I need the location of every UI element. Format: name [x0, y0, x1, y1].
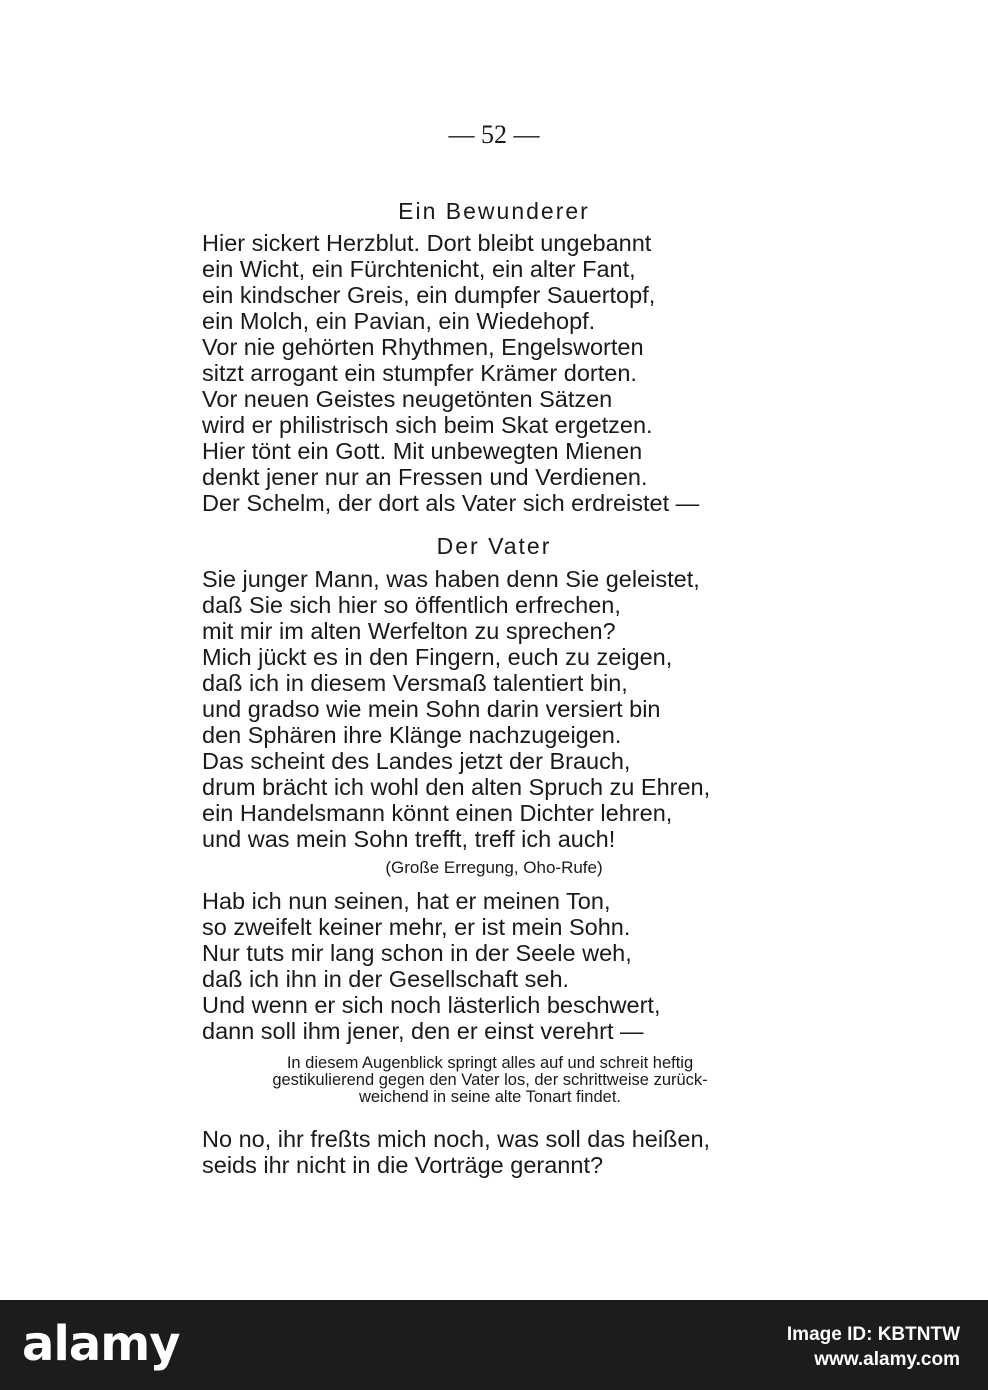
verse-line: denkt jener nur an Fressen und Verdienen.	[202, 464, 648, 490]
verse-block-vater-3	[202, 1126, 710, 1178]
verse-line: dann soll ihm jener, den er einst verehrt —	[202, 1018, 644, 1044]
verse-line: und gradso wie mein Sohn darin versiert bin	[202, 696, 661, 722]
verse-line: sitzt arrogant ein stumpfer Krämer dorten.	[202, 360, 637, 386]
verse-line: Mich jückt es in den Fingern, euch zu zeigen,	[202, 644, 673, 670]
verse-line: wird er philistrisch sich beim Skat ergetzen.	[202, 412, 653, 438]
verse-line: Vor neuen Geistes neugetönten Sätzen	[202, 386, 613, 412]
verse-line: daß ich in diesem Versmaß talentiert bin,	[202, 670, 628, 696]
verse-line: Der Schelm, der dort als Vater sich erdreistet —	[202, 490, 700, 516]
site-url: www.alamy.com	[814, 1349, 960, 1370]
verse-line: Das scheint des Landes jetzt der Brauch,	[202, 748, 631, 774]
image-id-block	[787, 1322, 960, 1372]
stage-direction-line: weichend in seine alte Tonart findet.	[358, 1088, 622, 1106]
verse-line: seids ihr nicht in die Vorträge gerannt?	[202, 1152, 604, 1178]
verse-line: ein Handelsmann könnt einen Dichter lehren,	[202, 800, 673, 826]
verse-line: mit mir im alten Werfelton zu sprechen?	[202, 618, 616, 644]
verse-line: Nur tuts mir lang schon in der Seele weh,	[202, 940, 632, 966]
verse-line: und was mein Sohn trefft, treff ich auch!	[202, 826, 616, 852]
poem-title-bewunderer: Ein Bewunderer	[398, 198, 590, 224]
verse-line: Hab ich nun seinen, hat er meinen Ton,	[202, 888, 611, 914]
verse-line: ein kindscher Greis, ein dumpfer Sauertopf,	[202, 282, 656, 308]
verse-line: ein Molch, ein Pavian, ein Wiedehopf.	[202, 308, 596, 334]
stage-direction: (Große Erregung, Oho-Rufe)	[385, 858, 603, 877]
stage-direction-line: In diesem Augenblick springt alles auf und schreit heftig	[286, 1054, 694, 1072]
verse-line: ein Wicht, ein Fürchtenicht, ein alter Fant,	[202, 256, 636, 282]
poem-title-der-vater: Der Vater	[436, 533, 552, 559]
verse-line: Hier tönt ein Gott. Mit unbewegten Mienen	[202, 438, 643, 464]
stage-direction-long	[170, 1055, 810, 1106]
stage-direction-line: gestikulierend gegen den Vater los, der schrittweise zurück-	[272, 1071, 708, 1089]
verse-block-vater-2	[202, 888, 660, 1044]
verse-line: so zweifelt keiner mehr, er ist mein Sohn.	[202, 914, 631, 940]
verse-line: Vor nie gehörten Rhythmen, Engelsworten	[202, 334, 644, 360]
verse-line: Und wenn er sich noch lästerlich beschwert,	[202, 992, 661, 1018]
verse-line: daß ich ihn in der Gesellschaft seh.	[202, 966, 570, 992]
page-number: — 52 —	[448, 120, 540, 149]
alamy-logo: alamy	[22, 1316, 180, 1372]
verse-line: No no, ihr freßts mich noch, was soll das heißen,	[202, 1126, 711, 1152]
image-id: Image ID: KBTNTW	[786, 1324, 960, 1345]
verse-line: den Sphären ihre Klänge nachzugeigen.	[202, 722, 622, 748]
verse-line: Hier sickert Herzblut. Dort bleibt ungebannt	[202, 230, 652, 256]
verse-block-vater-1	[202, 566, 710, 852]
verse-block-bewunderer	[202, 230, 699, 516]
verse-line: drum brächt ich wohl den alten Spruch zu Ehren,	[202, 774, 711, 800]
watermark-footer	[0, 1300, 988, 1390]
verse-line: daß Sie sich hier so öffentlich erfrechen,	[202, 592, 621, 618]
verse-line: Sie junger Mann, was haben denn Sie geleistet,	[202, 566, 700, 592]
